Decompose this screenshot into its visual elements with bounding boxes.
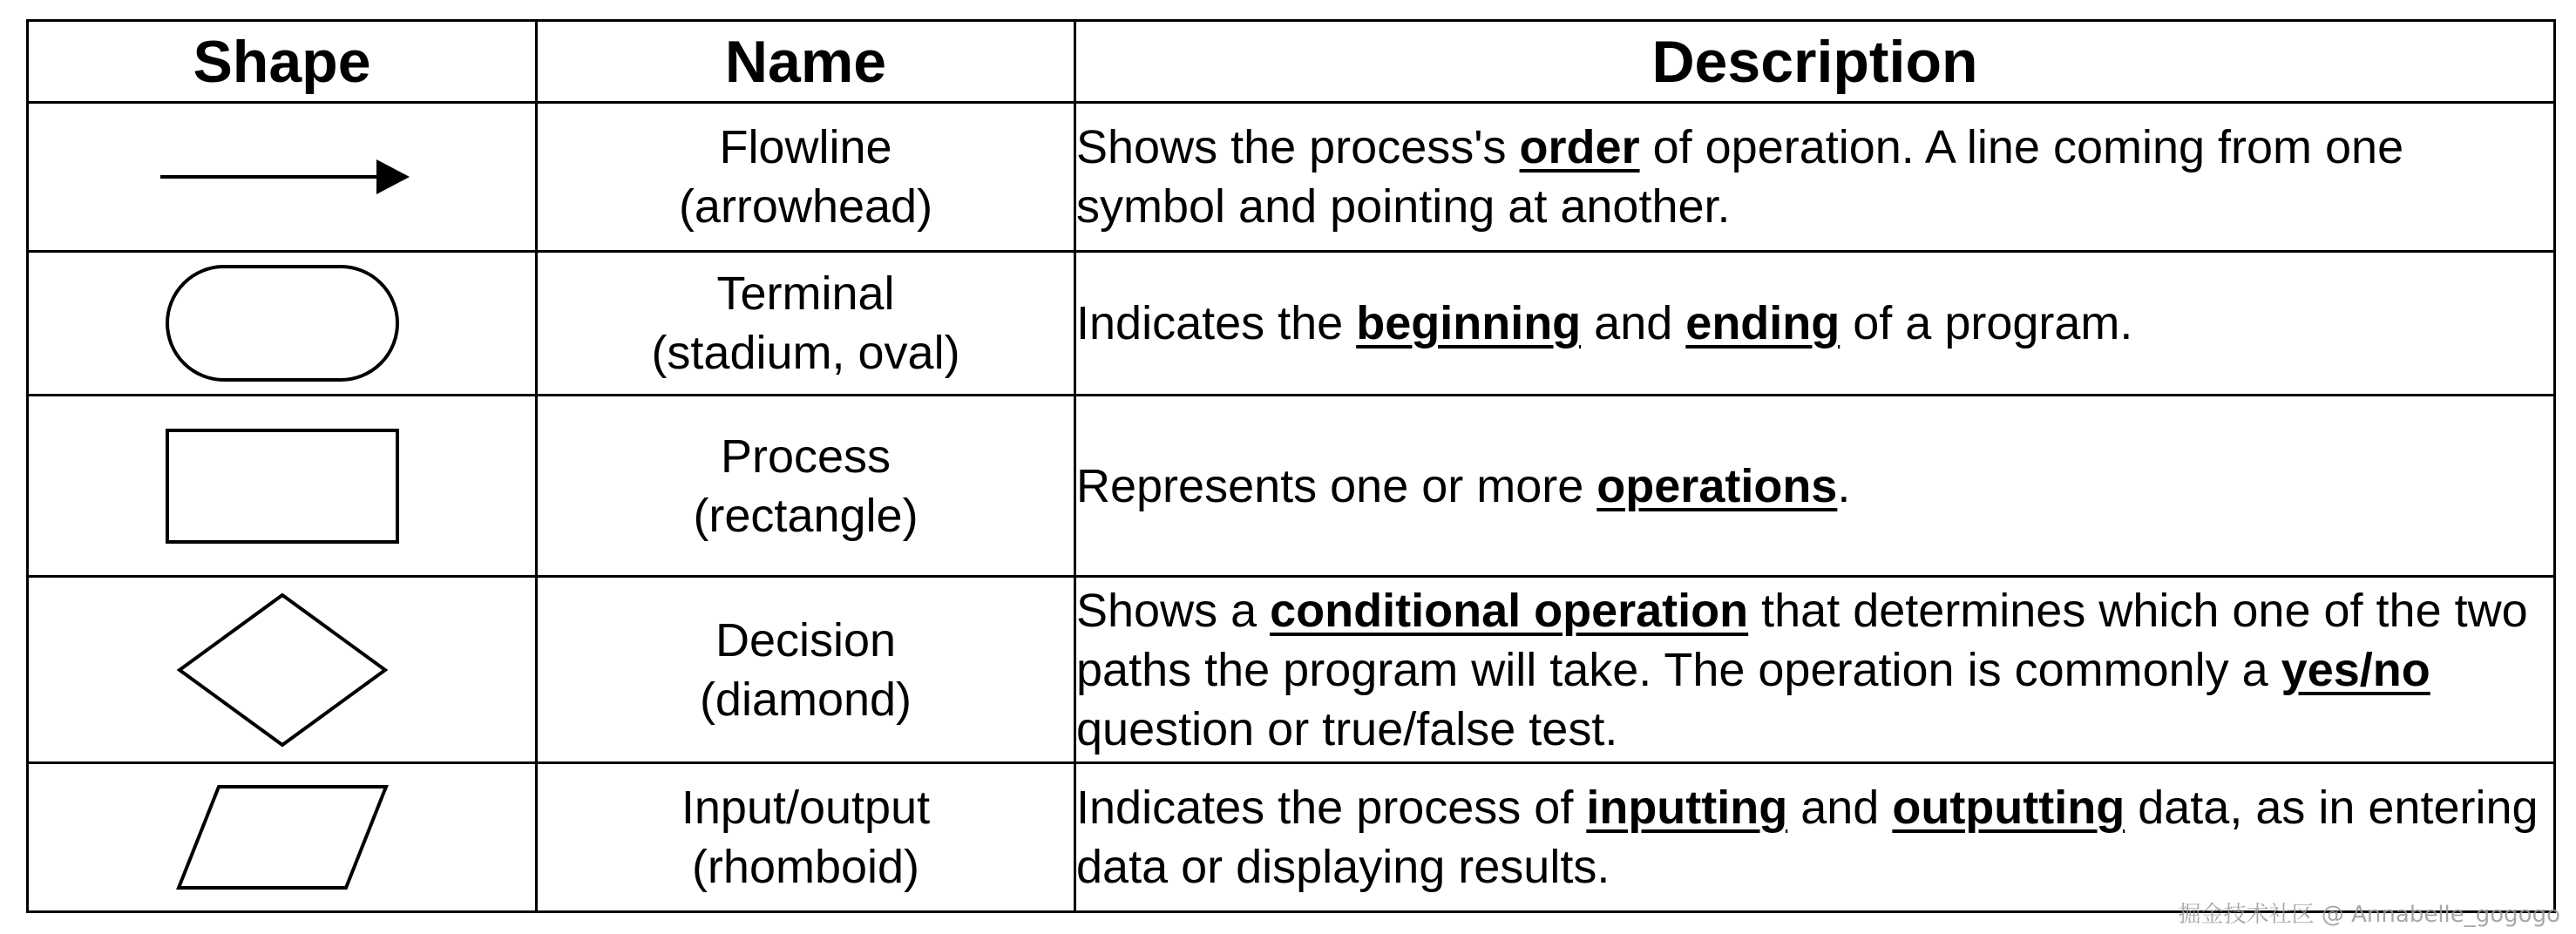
header-shape: Shape	[28, 21, 537, 103]
shape-cell	[28, 396, 537, 577]
desc-text: of operation. A line coming from one symbol and pointing at another.	[1076, 121, 2404, 233]
description-cell	[1075, 577, 2555, 763]
shape-cell	[28, 577, 537, 763]
desc-text: Shows the process's	[1076, 121, 1520, 173]
desc-keyword: order	[1519, 121, 1640, 173]
symbol-alias: (rectangle)	[693, 489, 919, 542]
symbol-name: Process	[720, 430, 891, 483]
symbol-name: Decision	[715, 613, 897, 667]
desc-text: data, as in entering data or displaying results.	[1076, 782, 2539, 893]
name-cell	[537, 396, 1075, 577]
name-cell	[537, 763, 1075, 912]
table-row-terminal	[28, 252, 2555, 396]
symbol-name: Terminal	[716, 267, 895, 320]
desc-keyword: inputting	[1586, 782, 1788, 834]
desc-text: Indicates the process of	[1076, 782, 1587, 834]
shape-cell	[28, 763, 537, 912]
shape-cell	[28, 252, 537, 396]
desc-text: Shows a	[1076, 584, 1271, 637]
arrow-icon	[152, 151, 413, 203]
desc-keyword: yes/no	[2281, 643, 2430, 696]
name-cell	[537, 103, 1075, 252]
description-cell	[1075, 396, 2555, 577]
desc-text: that determines which one of the two paths the program will take. The operation is commonly a	[1076, 584, 2528, 696]
symbol-name: Flowline	[719, 121, 892, 173]
table-row-input-output	[28, 763, 2555, 912]
stadium-icon	[165, 264, 400, 382]
diamond-icon	[176, 592, 389, 748]
description-cell	[1075, 763, 2555, 912]
desc-text: and	[1787, 782, 1893, 834]
symbol-alias: (stadium, oval)	[651, 327, 960, 379]
header-row	[28, 21, 2555, 103]
rectangle-icon	[165, 428, 400, 545]
header-name: Name	[537, 21, 1075, 103]
desc-keyword: conditional operation	[1270, 584, 1749, 637]
flowchart-symbols-table	[26, 19, 2556, 913]
desc-keyword: beginning	[1356, 297, 1582, 349]
desc-text: question or true/false test.	[1076, 702, 1618, 755]
name-cell	[537, 577, 1075, 763]
flowchart-symbols-table-frame	[26, 19, 2553, 910]
desc-text: Indicates the	[1076, 297, 1357, 349]
symbol-alias: (diamond)	[699, 673, 912, 726]
table-row-process	[28, 396, 2555, 577]
shape-cell	[28, 103, 537, 252]
desc-text: and	[1581, 297, 1686, 349]
name-cell	[537, 252, 1075, 396]
symbol-name: Input/output	[681, 782, 931, 834]
description-cell	[1075, 103, 2555, 252]
desc-keyword: outputting	[1892, 782, 2125, 834]
rhomboid-icon	[175, 783, 390, 891]
header-description: Description	[1075, 21, 2555, 103]
description-cell	[1075, 252, 2555, 396]
desc-keyword: operations	[1596, 459, 1838, 512]
symbol-alias: (rhomboid)	[691, 841, 920, 893]
desc-keyword: ending	[1685, 297, 1840, 349]
desc-text: of a program.	[1840, 297, 2133, 349]
watermark: 掘金技术社区 @ Annabelle_gogogo	[2178, 902, 2560, 928]
table-row-decision	[28, 577, 2555, 763]
symbol-alias: (arrowhead)	[678, 180, 933, 233]
desc-text: Represents one or more	[1076, 459, 1597, 512]
desc-text: .	[1837, 459, 1851, 512]
table-row-flowline	[28, 103, 2555, 252]
